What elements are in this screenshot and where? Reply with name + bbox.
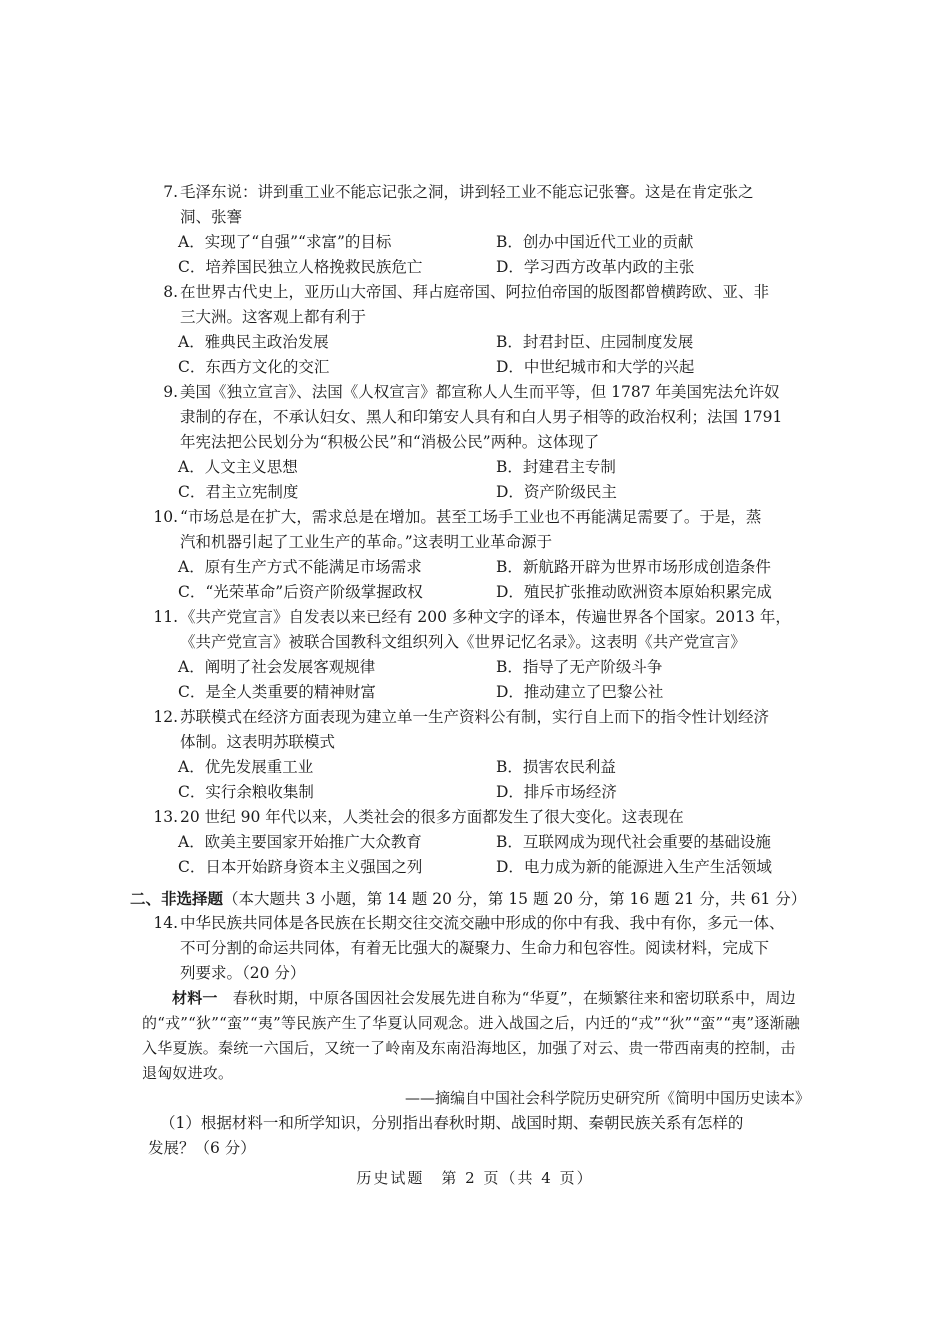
option-d: D．学习西方改革内政的主张 xyxy=(496,258,695,276)
page-footer: 历史试题 第 2 页（共 4 页） xyxy=(356,1169,594,1187)
question-stem-cont: 列要求。（20 分） xyxy=(180,964,306,982)
question-number: 11. xyxy=(153,608,178,626)
option-a: A．实现了“自强”“求富”的目标 xyxy=(178,233,392,251)
option-c: C．君主立宪制度 xyxy=(178,483,299,501)
question-stem-cont: 汽和机器引起了工业生产的革命。”这表明工业革命源于 xyxy=(180,533,553,551)
question-stem: 20 世纪 90 年代以来，人类社会的很多方面都发生了很大变化。这表现在 xyxy=(180,808,684,826)
option-d: D．殖民扩张推动欧洲资本原始积累完成 xyxy=(496,583,772,601)
question-stem: 《共产党宣言》自发表以来已经有 200 多种文字的译本，传遍世界各个国家。2013 年， xyxy=(180,608,791,626)
options xyxy=(148,455,810,505)
question-stem: 在世界古代史上，亚历山大帝国、拜占庭帝国、阿拉伯帝国的版图都曾横跨欧、亚、非 xyxy=(180,283,770,301)
option-b: B．创办中国近代工业的贡献 xyxy=(496,233,694,251)
question-13 xyxy=(148,805,810,880)
question-11 xyxy=(148,605,810,705)
question-stem-cont: 年宪法把公民划分为“积极公民”和“消极公民”两种。这体现了 xyxy=(180,433,600,451)
question-number: 10. xyxy=(153,508,178,526)
sub-question-1 xyxy=(148,1111,810,1161)
section-title: 二、非选择题 xyxy=(130,889,224,908)
question-number: 12. xyxy=(153,708,178,726)
option-a: A．欧美主要国家开始推广大众教育 xyxy=(178,833,422,851)
question-stem-cont: 《共产党宣言》被联合国教科文组织列入《世界记忆名录》。这表明《共产党宣言》 xyxy=(180,633,746,651)
material-title: 材料一 xyxy=(172,989,218,1007)
options xyxy=(148,555,810,605)
option-d: D．资产阶级民主 xyxy=(496,483,617,501)
question-number: 8. xyxy=(163,283,178,301)
option-d: D．中世纪城市和大学的兴起 xyxy=(496,358,695,376)
option-b: B．损害农民利益 xyxy=(496,758,616,776)
option-a: A．阐明了社会发展客观规律 xyxy=(178,658,376,676)
question-stem-cont: 隶制的存在，不承认妇女、黑人和印第安人具有和白人男子相等的政治权利；法国 1791 xyxy=(180,408,783,426)
question-number: 7. xyxy=(163,183,178,201)
material-text: 春秋时期，中原各国因社会发展先进自称为“华夏”，在频繁往来和密切联系中，周边的“戎”“狄”“蛮”“夷”等民族产生了华夏认同观念。进入战国之后，内迁的“戎”“狄”“蛮”“夷”逐渐融入华夏族。秦统一六国后，又统一了岭南及东南沿海地区，加强了对云、贵一带西南夷的控制，击退匈奴进攻。 xyxy=(142,989,800,1082)
question-stem-cont: 三大洲。这客观上都有利于 xyxy=(180,308,367,326)
question-14 xyxy=(148,911,810,986)
option-b: B．封建君主专制 xyxy=(496,458,616,476)
option-d: D．电力成为新的能源进入生产生活领域 xyxy=(496,858,772,876)
question-7 xyxy=(148,180,810,280)
option-c: C．日本开始跻身资本主义强国之列 xyxy=(178,858,423,876)
question-9 xyxy=(148,380,810,505)
option-a: A．优先发展重工业 xyxy=(178,758,314,776)
material-one xyxy=(142,986,808,1086)
question-stem-cont: 洞、张謇 xyxy=(180,208,243,226)
option-c: C．“光荣革命”后资产阶级掌握政权 xyxy=(178,583,423,601)
option-a: A．原有生产方式不能满足市场需求 xyxy=(178,558,422,576)
question-number: 13. xyxy=(153,808,178,826)
question-number: 14. xyxy=(153,914,178,932)
question-stem-cont: 不可分割的命运共同体，有着无比强大的凝聚力、生命力和包容性。阅读材料，完成下 xyxy=(180,939,770,957)
question-stem: 美国《独立宣言》、法国《人权宣言》都宣称人人生而平等，但 1787 年美国宪法允许奴 xyxy=(180,383,780,401)
options xyxy=(148,230,810,280)
sub-question-text: （1）根据材料一和所学知识，分别指出春秋时期、战国时期、秦朝民族关系有怎样的 xyxy=(160,1114,744,1132)
question-stem: 苏联模式在经济方面表现为建立单一生产资料公有制，实行自上而下的指令性计划经济 xyxy=(180,708,770,726)
option-c: C．培养国民独立人格挽救民族危亡 xyxy=(178,258,423,276)
question-10 xyxy=(148,505,810,605)
option-c: C．东西方文化的交汇 xyxy=(178,358,330,376)
option-b: B．互联网成为现代社会重要的基础设施 xyxy=(496,833,771,851)
options xyxy=(148,755,810,805)
options xyxy=(148,655,810,705)
option-b: B．指导了无产阶级斗争 xyxy=(496,658,663,676)
material-source: ——摘编自中国社会科学院历史研究所《简明中国历史读本》 xyxy=(404,1089,810,1107)
option-a: A．雅典民主政治发展 xyxy=(178,333,329,351)
question-12 xyxy=(148,705,810,805)
section-description: （本大题共 3 小题，第 14 题 20 分，第 15 题 20 分，第 16 题 21 分，共 61 分） xyxy=(223,890,807,908)
option-b: B．新航路开辟为世界市场形成创造条件 xyxy=(496,558,771,576)
question-stem-cont: 体制。这表明苏联模式 xyxy=(180,733,336,751)
options xyxy=(148,830,810,880)
sub-question-text-cont: 发展？（6 分） xyxy=(148,1139,256,1157)
question-number: 9. xyxy=(163,383,178,401)
section-heading xyxy=(130,886,820,912)
option-d: D．排斥市场经济 xyxy=(496,783,617,801)
question-8 xyxy=(148,280,810,380)
options xyxy=(148,330,810,380)
question-stem: “市场总是在扩大，需求总是在增加。甚至工场手工业也不再能满足需要了。于是，蒸 xyxy=(180,508,762,526)
question-stem: 中华民族共同体是各民族在长期交往交流交融中形成的你中有我、我中有你，多元一体、 xyxy=(180,914,785,932)
option-a: A．人文主义思想 xyxy=(178,458,298,476)
option-c: C．是全人类重要的精神财富 xyxy=(178,683,376,701)
option-d: D．推动建立了巴黎公社 xyxy=(496,683,664,701)
question-stem: 毛泽东说：讲到重工业不能忘记张之洞，讲到轻工业不能忘记张謇。这是在肯定张之 xyxy=(180,183,754,201)
option-b: B．封君封臣、庄园制度发展 xyxy=(496,333,694,351)
option-c: C．实行余粮收集制 xyxy=(178,783,314,801)
